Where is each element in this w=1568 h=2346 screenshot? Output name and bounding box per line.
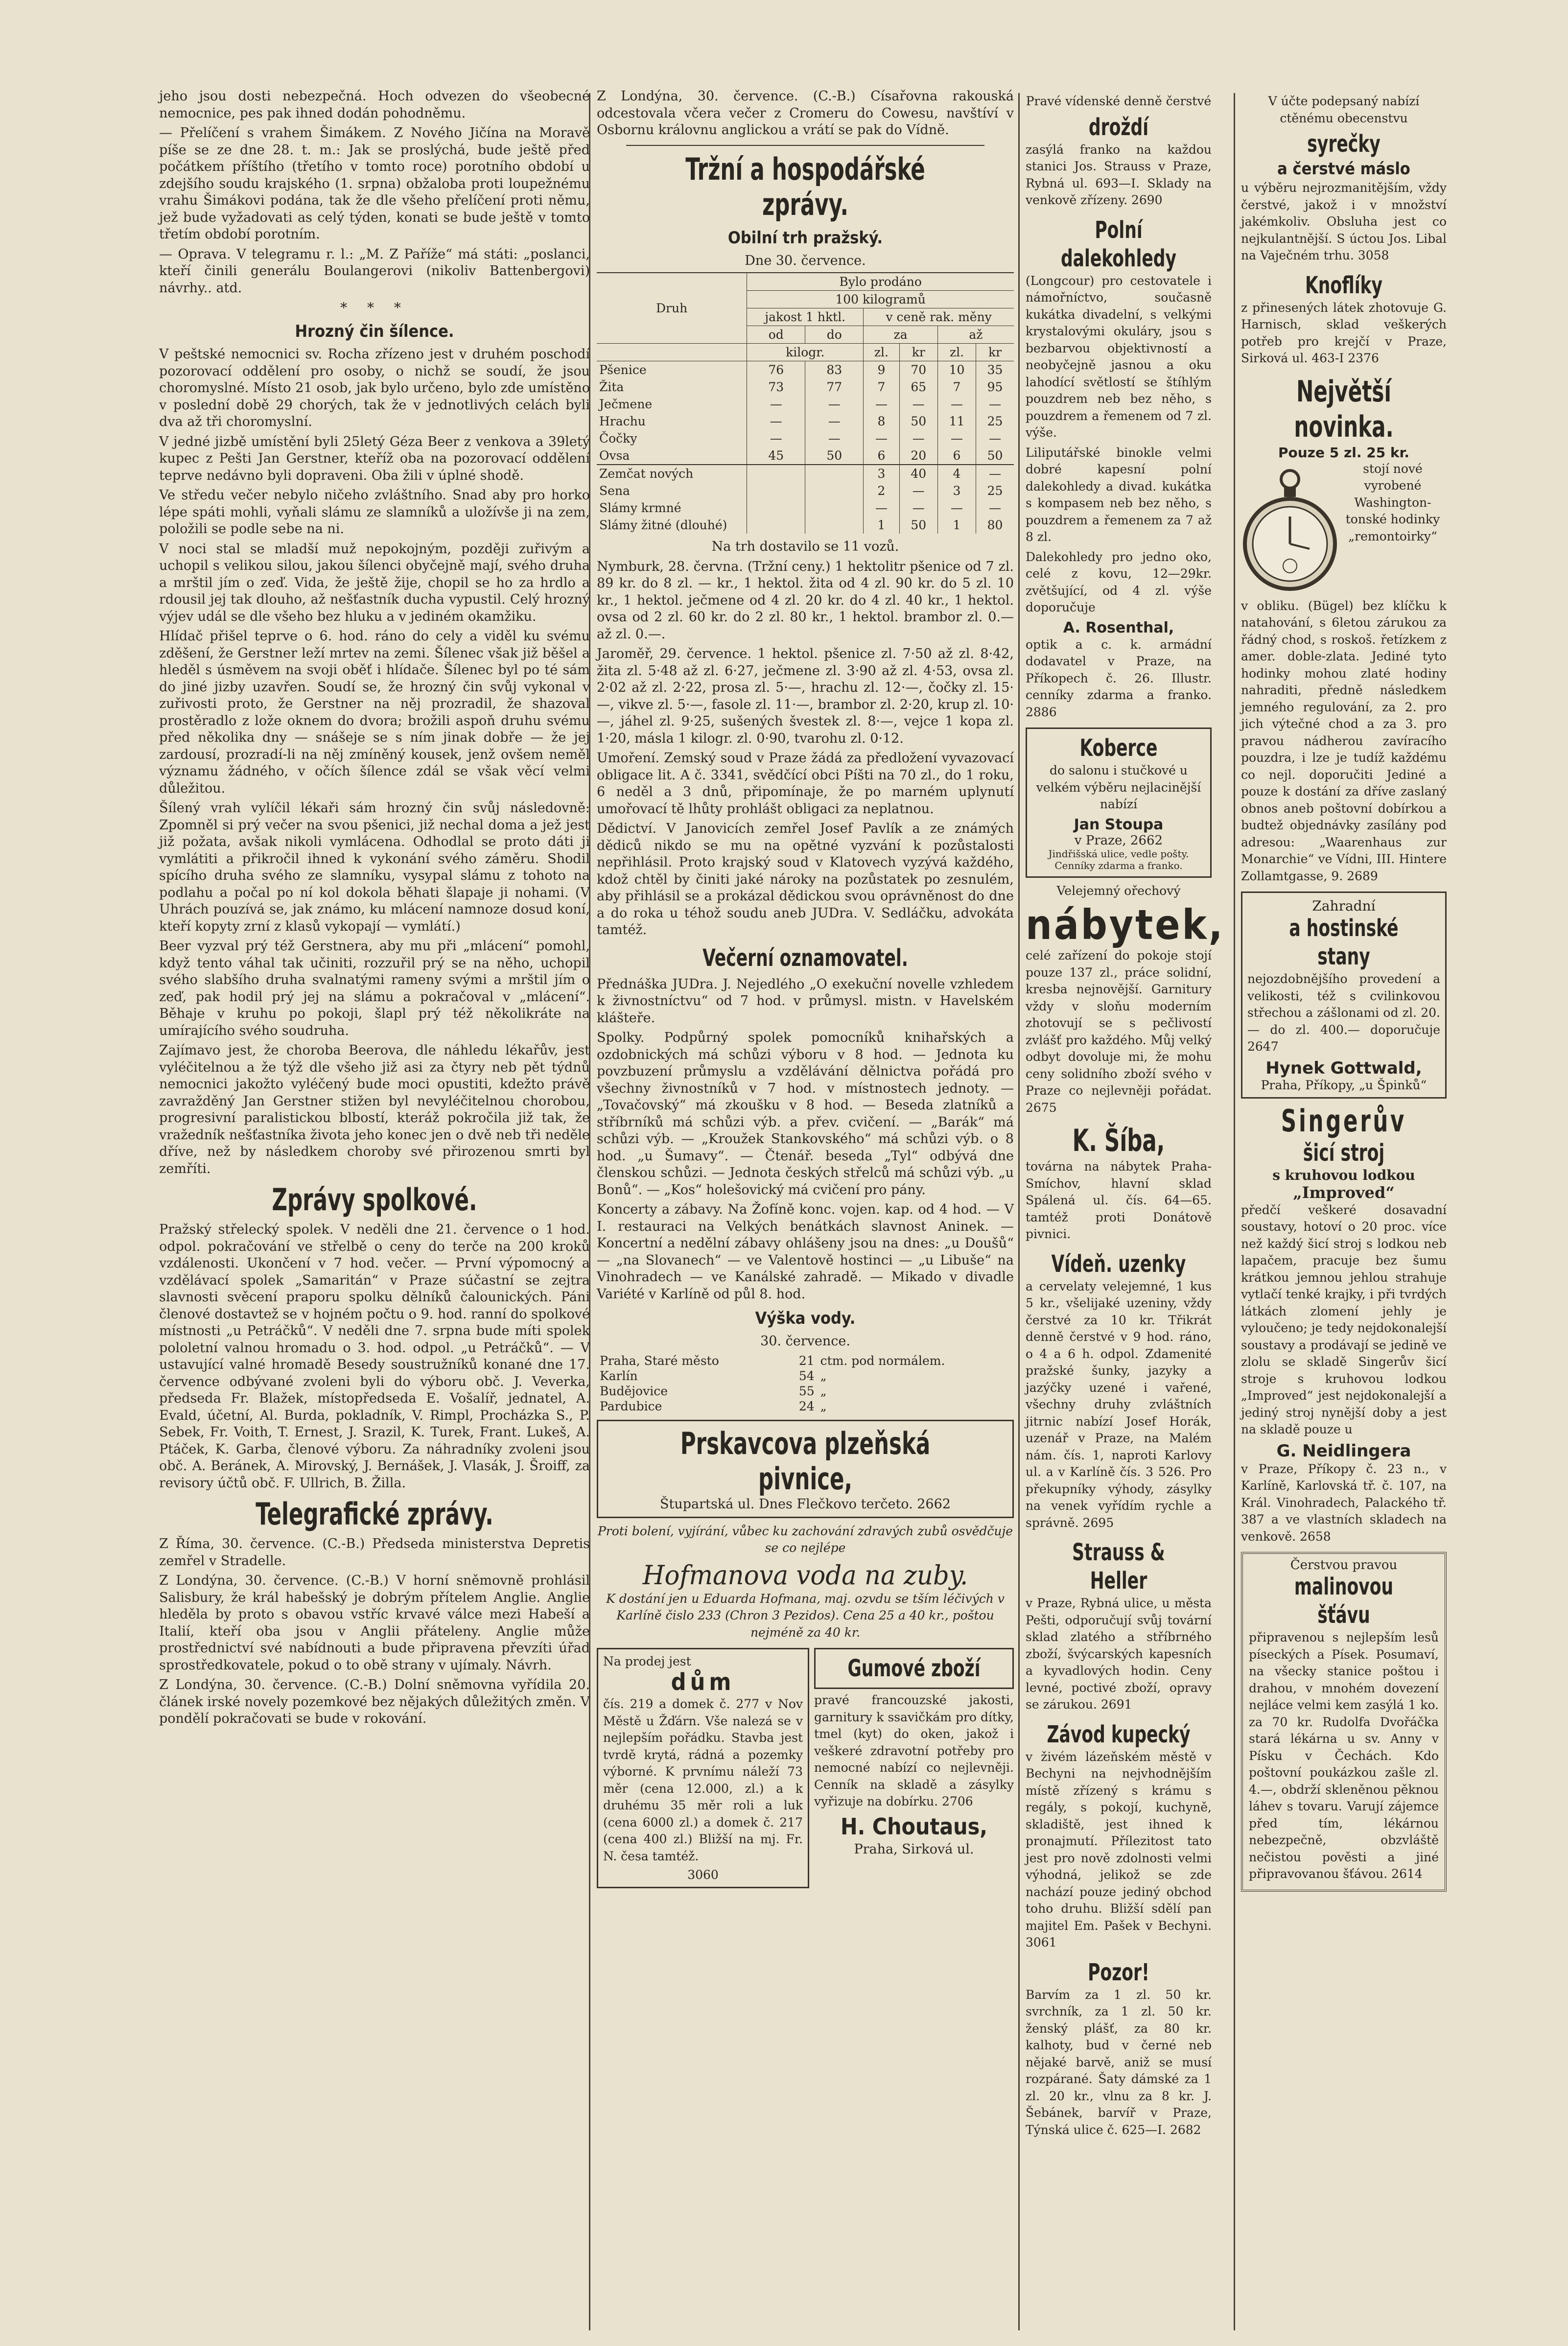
article-heading: Výška vody. xyxy=(755,1309,856,1328)
table-cell: 83 xyxy=(805,361,864,379)
column-2 xyxy=(590,88,1021,1888)
advert-gum xyxy=(814,1648,1014,1888)
advert-title: Hofmanova voda na zuby. xyxy=(642,1559,968,1591)
table-header: zl. xyxy=(937,344,976,361)
table-row xyxy=(597,499,1014,516)
table-cell: 1 xyxy=(937,516,976,534)
advert-title: nábytek, xyxy=(1026,901,1225,949)
table-cell: 6 xyxy=(864,447,899,465)
advert-text: Štupartská ul. Dnes Flečkovo terčeto. xyxy=(660,1496,913,1512)
table-cell: 20 xyxy=(899,447,937,465)
article-text: — Oprava. V telegramu r. l.: „M. Z Paříže“ má státi: „poslanci, kteří činili generálu Boulangerovi (nikoliv Battenbergovi) návrhy.. atd. xyxy=(159,246,590,296)
advert-text: s kruhovou lodkou xyxy=(1272,1167,1415,1183)
article-text: jeho jsou dosti nebezpečná. Hoch odvezen do všeobecné nemocnice, pes pak ihned dodán pohodněmu. xyxy=(159,89,590,121)
advert-row xyxy=(597,1648,1014,1888)
table-cell: Karlín xyxy=(600,1368,638,1383)
table-cell xyxy=(805,516,864,534)
advert-drozdi xyxy=(1026,93,1212,209)
column-3 xyxy=(1021,88,1225,2145)
table-header: Bylo prodáno xyxy=(747,273,1014,291)
table-cell: — xyxy=(805,430,864,447)
advert-koberce xyxy=(1026,727,1212,878)
table-cell: — xyxy=(747,430,805,447)
table-header: zl. xyxy=(864,344,899,361)
table-cell: 7 xyxy=(864,378,899,396)
advert-number: 2662 xyxy=(917,1496,951,1512)
table-cell: — xyxy=(937,499,976,516)
table-row xyxy=(597,516,1014,534)
advert-uzenky xyxy=(1026,1250,1212,1532)
advert-text: předčí veškeré dosavadní soustavy, hotoví o 20 proc. více než každý šicí stroj s lodkou neb lapačem, pracuje bez šumu krátkou jemnou jehlou strahuje vytlačí tenké krajky, i při tvrdých látkách zlomení jehly je vyloučeno; je tedy nejdokonalejší soustavy a prodávají se jedině ve zlolu se skladě Singerův šicí stroje s kruhovou lodkou „Improved“ jest nejdokonalejší a jediný stroj nynější doby a jest na skladě pouze u xyxy=(1241,1202,1447,1436)
pocket-watch-icon xyxy=(1241,466,1339,593)
advert-number: 3060 xyxy=(687,1868,719,1882)
advert-name: Jan Stoupa xyxy=(1074,816,1164,833)
advert-zavod xyxy=(1026,1720,1212,1951)
table-cell: — xyxy=(976,430,1014,447)
advert-title: Polní dalekohledy xyxy=(1060,216,1177,272)
advert-title: šicí stroj xyxy=(1303,1139,1385,1167)
advert-text: zasýlá franko na každou stanici Jos. Strauss v Praze, Rybná ul. 693—I. Sklady na venkově zřízeny. 2690 xyxy=(1026,142,1212,207)
table-cell: ctm. pod normálem. xyxy=(820,1353,945,1368)
advert-text: Proti bolení, vyjírání, vůbec ku zachování zdravých zubů osvědčuje se co nejlépe xyxy=(597,1524,1013,1555)
advert-text: Praha, Příkopy, „u Špinků“ xyxy=(1261,1078,1427,1092)
table-cell: 40 xyxy=(899,465,937,482)
advert-text: Zahradní xyxy=(1312,898,1376,914)
table-cell-name: Žita xyxy=(599,380,624,394)
table-row xyxy=(597,430,1014,447)
table-cell: 24 xyxy=(798,1399,815,1413)
table-cell xyxy=(805,482,864,499)
advert-title: Knoflíky xyxy=(1305,271,1383,299)
advert-hofman xyxy=(597,1523,1014,1642)
advert-title: Pozor! xyxy=(1088,1958,1149,1986)
advert-title: a hostinské stany xyxy=(1289,915,1399,970)
table-cell: 50 xyxy=(805,447,864,465)
advert-title: dům xyxy=(671,1668,735,1696)
grain-price-table xyxy=(597,272,1014,534)
table-cell: — xyxy=(937,396,976,413)
table-cell: „ xyxy=(820,1399,827,1413)
table-cell: — xyxy=(747,413,805,430)
advert-pozor xyxy=(1026,1958,1212,2139)
section-heading: Tržní a hospodářské zprávy. xyxy=(685,151,925,222)
advert-title: Vídeň. uzenky xyxy=(1051,1250,1186,1278)
table-cell: — xyxy=(805,396,864,413)
table-header: 100 kilogramů xyxy=(747,291,1014,308)
advert-text: čís. 219 a domek č. 277 v Nov Městě u Žďárn. Vše nalezá se v nejlepším pořádku. Stavba jest tvrdě krytá, rádná a pozemky výborné. K prvnímu náleží 73 měr (cena 12.000, zl.) a k druhému 35 měr roli a luk (cena 6000 zl.) a domek č. 217 (cena 400 zl.) Bližší na mj. Fr. N. česa tamtéž. xyxy=(603,1697,803,1863)
table-cell: — xyxy=(805,413,864,430)
table-cell: Budějovice xyxy=(600,1384,668,1398)
advert-title: H. Choutaus, xyxy=(840,1813,988,1840)
table-header: jakost 1 hktl. xyxy=(747,308,864,326)
table-header: za xyxy=(864,326,938,344)
advert-text: Na prodej jest xyxy=(603,1654,691,1668)
article-text: Hlídač přišel teprve o 6. hod. ráno do cely a viděl ku svému zděšení, že Gerstner leží mrtev na zemi. Šílenec však již běšel a hleděl s úsměvem na svoji oběť i hlídače. Šílenec byl po té sám do jiné jizby uzavřen. Soudí se, že hrozný čin svůj vykonal v zuřivosti proto, že Gerstner na něj prozradil, že shazoval prostěradlo z lože oknem do dvora; brožili aspoň druhu svému před několika dny — snášeje se s ním jinak dobře — že jej zardousí, prozradí-li na něj zmíněný kousek, jenž ovšem neměl významu žádného, v očích šílence zdál se však věcí velmi důležitou. xyxy=(159,629,590,796)
article-text: Zajímavo jest, že choroba Beerova, dle náhledu lékařův, jest vyléčitelnou a že týž dle všeho již asi za čtyry neb pět týdnů nemocnici jakožto vyléčený bude moci opustiti, kdežto právě zavražděný Jan Gerstner stižen byl nevyléčitelnou chorobou, progresivní paralistickou blbostí, kteráž pokročila již tak, že vražedník nešťastníka života jeho konec jen o dvě neb tři neděle dříve, než by následkem choroby své přirozenou smrti byl zemříti. xyxy=(159,1043,590,1176)
advert-name: G. Neidlingera xyxy=(1276,1441,1411,1461)
table-row xyxy=(597,1368,1014,1384)
column-4 xyxy=(1236,88,1451,1898)
table-cell: 4 xyxy=(937,465,976,482)
table-header: v ceně rak. měny xyxy=(864,308,1014,326)
table-cell: 9 xyxy=(864,361,899,379)
table-cell: 70 xyxy=(899,361,937,379)
article-heading: Hrozný čin šílence. xyxy=(295,322,454,341)
section-heading: Večerní oznamovatel. xyxy=(702,944,908,972)
advert-title: malinovou šťávu xyxy=(1294,1573,1394,1629)
advert-dum xyxy=(597,1648,809,1888)
table-header: kilogr. xyxy=(747,344,864,361)
advert-nabytek xyxy=(1026,883,1225,1117)
advert-text: Liliputářské binokle velmi dobré kapesní polní dalekohledy a divad. kukátka s kompasem neb bez něho, s pouzdrem a řemenem za 7 až 8 zl. xyxy=(1026,445,1212,544)
section-heading: Telegrafické zprávy. xyxy=(256,1496,493,1532)
table-cell: 50 xyxy=(976,447,1014,465)
article-text: — Přelíčení s vrahem Šimákem. Z Nového Jičína na Moravě píše se ze dne 28. t. m.: Jak se proslýchá, bude ještě před počátkem příštího (třetího v tomto roce) porotního období u zdejšího soudu krajského (1. srpna) obžaloba proti loupežnému vrahu Šimákovi podána, tak že dle všeho přelíčení proti němu, jež bude vyžadovati as celý týden, konati se bude ještě v tomto třetím období porotním. xyxy=(159,125,590,242)
article-text: Koncerty a zábavy. Na Žofíně konc. vojen. kap. od 4 hod. — V I. restauraci na Velkých benátkách slavnost Aninek. — Koncertní a nedělní zábavy ohlášeny jsou na dnes: „u Doušů“ — „na Slovanech“ — ve Valentově hostinci — „u Libuše“ na Vinohradech — ve Kanálské zahradě. — Mikado v divadle Variété v Karlíně od půl 8. hod. xyxy=(597,1202,1014,1302)
table-cell: — xyxy=(899,430,937,447)
table-cell-name: Zemčat nových xyxy=(599,467,694,481)
advert-dalekohledy xyxy=(1026,216,1212,721)
table-cell: — xyxy=(976,396,1014,413)
table-cell: 1 xyxy=(864,516,899,534)
article-text: V jedné jizbě umístění byli 25letý Géza Beer z venkova a 39letý kupec z Pešti Jan Gerstner, kteříž oba na pozorovací oddělení teprve nedávno byli dopraveni. Oba žili v úplné shodě. xyxy=(159,434,590,483)
advert-text: připravenou s nejlepším lesů píseckých a Písek. Posumaví, na všecky stanice poštou i drahou, v mnohém dovezení nejláce velmi kem zasýlá 1 ko. za 70 kr. Rudolfa Dvořáčka stará lékárna u sv. Anny v Písku v Čechách. Kdo poštovní poukázkou zašle zl. 4.—, obdrží skleněnou pěknou láhev s tovaru. Varují zájemce před tím, lékárnou nebezpečně, obzvláště nečistou pověsti a jiné připravovanou šťávou. 2614 xyxy=(1249,1630,1439,1881)
table-cell-name: Slámy krmné xyxy=(599,501,681,515)
article-heading: Obilní trh pražský. xyxy=(727,228,883,248)
advert-text: Pravé vídenské denně čerstvé xyxy=(1026,94,1212,108)
table-cell: 65 xyxy=(899,378,937,396)
section-heading: Zprávy spolkové. xyxy=(272,1182,477,1218)
table-cell xyxy=(805,465,864,482)
advert-text: pravé francouzské jakosti, garnitury k ssavičkám pro dítky, tmel (kyt) do oken, jakož i veškeré zdravotní potřeby pro nemocné nabízí co nejlevněji. Cenník na skladě a zásylky vyřizuje na dobírku. 2706 xyxy=(814,1693,1014,1808)
table-cell-name: Sena xyxy=(599,484,630,498)
table-cell: 7 xyxy=(937,378,976,396)
table-cell-name: Slámy žitné (dlouhé) xyxy=(599,518,727,532)
table-cell: 2 xyxy=(864,482,899,499)
advert-text: „Improved“ xyxy=(1293,1183,1395,1202)
advert-text: Dalekohledy pro jedno oko, celé z kovu, 12—29kr. zvětšující, od 4 zl. výše doporučuje xyxy=(1026,549,1212,614)
table-cell: — xyxy=(899,396,937,413)
advert-text: celé zařízení do pokoje stojí pouze 137 zl., práce solidní, kresba nejnovější. Garnitury vždy v sloňu moderním zhotovují se s pečlivostí zvlášť pro každého. Můj velký odbyt dovoluje mi, že mohu ceny solidního zboží svého v Praze co nejlevněji pořádat. 2675 xyxy=(1026,948,1212,1115)
table-header: až xyxy=(937,326,1014,344)
table-row xyxy=(597,378,1014,396)
advert-title: Koberce xyxy=(1079,734,1158,762)
table-cell-name: Pšenice xyxy=(599,363,647,377)
table-cell: 76 xyxy=(747,361,805,379)
table-cell: — xyxy=(976,499,1014,516)
table-header: kr xyxy=(976,344,1014,361)
column-rule xyxy=(1234,93,1235,2330)
article-text: Umoření. Zemský soud v Praze žádá za předložení vyvazovací obligace lit. A č. 3341, svědčící obci Píšti na 70 zl., do 1 roku, 6 neděl a 3 dnů, připomínaje, že po marném uplynutí umořovací tě lhůty prohlášt obligaci za neplatnou. xyxy=(597,751,1014,817)
advert-title: Strauss & Heller xyxy=(1072,1539,1165,1595)
article-text: Ve středu večer nebylo ničeho zvláštního. Snad aby pro horko lépe spáti mohli, vyňali slámu ze slamníků a uložívše ji na zem, položili se podle sebe na ni. xyxy=(159,488,590,537)
table-cell: 73 xyxy=(747,378,805,396)
table-cell: Pardubice xyxy=(600,1399,662,1413)
article-text: Z Říma, 30. července. (C.-B.) Předseda ministerstva Depretis zemřel v Stradelle. xyxy=(159,1536,590,1569)
water-level-table xyxy=(597,1353,1014,1414)
table-cell: 35 xyxy=(976,361,1014,379)
article-text: Na trh dostavilo se 11 vozů. xyxy=(711,539,899,554)
article-text: Spolky. Podpůrný spolek pomocníků knihařských a ozdobnických má schůzi výboru v 8 hod. — Jednota ku povzbuzení průmyslu a vzdělávání dělnictva pořádá pro všechny živnostníků v 7 hod. v místnostech jednoty. — „Tovačovský“ má zkoušku v 8 hod. — Beseda zlatníků a stříbrníků má schůzi výb. a přev. cvičení. — „Barák“ má schůzi výb. — „Kroužek Stankovského“ má schůzi výb. o 8 hod. „u Šumavy“. — Čtenář. beseda „Tyl“ odbývá dne členskou schůzi. — Jednota českých střelců má schůzi výb. „u Bonů“. — „Kos“ holešovický má cvičení pro pány. xyxy=(597,1030,1014,1197)
table-cell xyxy=(747,482,805,499)
article-text: Beer vyzval prý též Gerstnera, aby mu při „mlácení“ pomohl, když tento váhal tak učiniti, rozzuřil prý se na něho, uchopil svého slabšího druha svalnatými rameny svými a mrštil jím o zeď, pak hodil prý jej na slámu a pokračoval v „mlácení“. Běhaje v kruhu po pokoji, šlapl prý též několikráte na umírajícího svého soudruha. xyxy=(159,938,590,1038)
table-cell: — xyxy=(864,396,899,413)
advert-text: u výběru nejrozmanitějším, vždy čerstvé, jakož i v množství jakémkoliv. Obsluha jest co nejkulantnější. S úctou Jos. Libal na Vaječném trhu. 3058 xyxy=(1241,181,1447,262)
table-cell: 3 xyxy=(864,465,899,482)
advert-title: Singerův xyxy=(1281,1103,1407,1139)
table-row xyxy=(597,361,1014,379)
table-cell: — xyxy=(937,430,976,447)
table-cell: 8 xyxy=(864,413,899,430)
advert-text: v Praze, 2662 xyxy=(1074,833,1163,848)
advert-title: Gumové zboží xyxy=(847,1655,981,1682)
divider xyxy=(626,145,984,146)
advert-text: továrna na nábytek Praha-Smíchov, hlavní sklad Spálená ul. čís. 64—65. tamtéž proti Donátově pivnici. xyxy=(1026,1159,1212,1241)
advert-text: nejozdobnějšího provedení a velikosti, též s cvilinkovou střechou a zášlonami od zl. 20.— do zl. 400.— doporučuje 2647 xyxy=(1247,972,1440,1054)
table-cell: 3 xyxy=(937,482,976,499)
table-header: od xyxy=(747,326,805,344)
advert-knofliky xyxy=(1241,271,1447,367)
table-cell: — xyxy=(747,396,805,413)
article-text: Z Londýna, 30. července. (C.-B.) Císařovna rakouská odcestovala včera večer z Cromeru do Cowesu, navštíví v Osbornu královnu anglickou a vrátí se pak do Vídně. xyxy=(597,89,1014,138)
table-cell: 11 xyxy=(937,413,976,430)
table-cell: 25 xyxy=(976,413,1014,430)
table-cell xyxy=(805,499,864,516)
advert-title: droždí xyxy=(1088,113,1149,141)
table-row xyxy=(597,1399,1014,1414)
advert-hodinky xyxy=(1241,374,1447,885)
table-cell: 80 xyxy=(976,516,1014,534)
advert-text: z přinesených látek zhotovuje G. Harnisch, sklad veškerých potřeb pro krejčí v Praze, Sirková ul. 463-I 2376 xyxy=(1241,300,1447,365)
table-cell: 55 xyxy=(798,1384,815,1398)
table-cell: „ xyxy=(820,1368,827,1383)
advert-text: v Praze, Příkopy č. 23 n., v Karlíně, Karlovská tř. č. 107, na Král. Vinohradech, Palackého tř. 387 a ve vlastních skladech na venkově. 2658 xyxy=(1241,1461,1447,1544)
article-text: Z Londýna, 30. července. (C.-B.) V horní sněmovně prohlásil Salisbury, že král habešský je dobrým přítelem Anglie. Anglie hleděla by proto s obavou vstříc krvavé válce mezi Habeší a Italií, kteří oba jsou v Anglii přáteleny. Anglie může prostřednictví své nabídnouti a bude připravena převzíti úřad sprostředkovatele, pokud o to obě strany v ujímaly. Návrh. xyxy=(159,1573,590,1673)
advert-text: a cervelaty velejemné, 1 kus 5 kr., všelijaké uzeniny, vždy čerstvé za 10 kr. Třikrát denně čerstvé v 9 hod. ráno, o 4 a 6 h. odpol. Zdamenité pražské šunky, jazyky a jazýčky uzené i vařené, všechny druhy zvláštních jitrnic nabízí Josef Horák, uzenář v Praze, na Malém nám. čís. 1, naproti Karlovy ul. a v Karlíně čís. 3 526. Pro překupníky výhody, zásylky na venek vyřídím rychle a správně. 2695 xyxy=(1026,1279,1212,1530)
table-cell xyxy=(747,465,805,482)
table-row xyxy=(597,1353,1014,1368)
table-cell: 10 xyxy=(937,361,976,379)
advert-title: K. Šíba, xyxy=(1072,1123,1165,1158)
table-header: do xyxy=(805,326,864,344)
table-cell-name: Čočky xyxy=(599,431,637,446)
table-cell: „ xyxy=(820,1384,827,1398)
table-cell: 25 xyxy=(976,482,1014,499)
date-line: Dne 30. července. xyxy=(745,253,866,268)
advert-price: Pouze 5 zl. 25 kr. xyxy=(1278,444,1410,461)
advert-text: Čerstvou pravou xyxy=(1290,1558,1398,1572)
table-cell xyxy=(747,516,805,534)
table-cell: 54 xyxy=(798,1368,815,1383)
article-text: Přednáška JUDra. J. Nejedlého „O exekuční novelle vzhledem k živnostníctvu“ od 7 hod. v průmysl. mistn. v Havelském klášteře. xyxy=(597,976,1014,1026)
advert-text: Velejemný ořechový xyxy=(1056,883,1181,898)
date-line: 30. července. xyxy=(760,1334,850,1349)
table-cell xyxy=(747,499,805,516)
table-row xyxy=(597,1384,1014,1399)
advert-title: syrečky xyxy=(1307,130,1381,158)
article-text: Dědictví. V Janovicích zemřel Josef Pavlík a ze známých dědiců nikdo se mu na opětné vyzvání k pozůstalosti nepřihlásil. Proto krajský soud v Klatovech vyzývá každého, kdož chtěl by činiti jaké nároky na pozůstatek po zesnulém, aby přihlásil se a prokázal dědickou svou oprávněnost do dne a do roka u téhož soudu aneb JUDra. V. Sedláčku, advokáta tamtéž. xyxy=(597,821,1014,938)
table-row xyxy=(597,413,1014,430)
table-row xyxy=(597,447,1014,465)
table-cell: 77 xyxy=(805,378,864,396)
advert-text: optik a c. k. armádní dodavatel v Praze, na Příkopech č. 26. Illustr. cenníky zdarma a franko. 2886 xyxy=(1026,637,1212,719)
table-row xyxy=(597,396,1014,413)
section-separator: * * * xyxy=(340,300,409,316)
table-cell: Praha, Staré město xyxy=(600,1353,719,1368)
table-cell: — xyxy=(864,499,899,516)
advert-singer xyxy=(1241,1103,1447,1546)
table-cell: 50 xyxy=(899,516,937,534)
article-text: Pražský střelecký spolek. V neděli dne 21. července o 1 hod. odpol. pokračování ve střelbě o ceny do terče na 200 kroků vzdálenosti. Ukončení v 7 hod. večer. — První výpomocný a vzdělávací spolek „Samaritán“ v Praze súčastní se zejtra slavnosti svěcení praporu spolku dělníků čalounických. Páni členové dostavtež se v hojném počtu o 9. hod. ranní do spolkové místnosti „u Petráčků“. V neděli dne 7. srpna bude míti spolek pololetní valnou hromadu o 3. hod. odpol. „u Petráčků“. — V ustavující valné hromadě Besedy soustružníků konané dne 17. července odbývané zvoleni byli do výboru obč. J. Veverka, předseda Fr. Blažek, místopředseda E. Vošalíř, jednatel, A. Evald, účetní, Al. Burda, pokladník, V. Rimpl, Procházka S., P. Sebek, Fr. Voith, T. Ernest, J. Srazil, K. Turek, Frant. Lukeš, A. Ptáček, K. Garba, členové výboru. Za náhradníky zvoleni jsou obč. A. Beránek, A. Mirovský, J. Bernášek, J. Vlasák, J. Šroiff, za revisory účtů obč. F. Ullrich, B. Žilla. xyxy=(159,1222,590,1491)
advert-text: Barvím za 1 zl. 50 kr. svrchník, za 1 zl. 50 kr. ženský plášť, za 80 kr. kalhoty, bud v černé neb nějaké barvě, aniž se musí rozpárané. Šaty dámské za 1 zl. 20 kr., vlnu za 8 kr. J. Šebánek, barvíř v Praze, Týnská ulice č. 625—I. 2682 xyxy=(1026,1987,1212,2137)
article-text: V noci stal se mladší muž nepokojným, později zuřivým a uchopil s velikou silou, jakou šílenci obyčejně mají, svého druha a mrštil jím o zeď. Vida, že ještě žije, chopil se ho za hrdlo a rdousil jej tak dlouho, až nešťastník ducha vypustil. Celý hrozný výjev udál se dle všeho bez hluku a v jediném okamžiku. xyxy=(159,541,590,624)
table-cell: 21 xyxy=(798,1353,815,1368)
column-1 xyxy=(159,88,590,1731)
table-cell: 95 xyxy=(976,378,1014,396)
table-cell: 50 xyxy=(899,413,937,430)
table-cell: 45 xyxy=(747,447,805,465)
table-row xyxy=(597,465,1014,482)
advert-text: v živém lázeňském městě v Bechyni na nejvhodnějším místě zřízený s krámu s regály, s pokojí, kuchyně, skladiště, jest ihned k pronajmutí. Přílezitost tato jest pro nově zdolnosti velmi výhodná, jelikož se zde nachází pouze jediný obchod toho druhu. Bližší sdělí pan majitel Em. Pašek v Bechyni. 3061 xyxy=(1026,1749,1212,1949)
article-text: V peštské nemocnici sv. Rocha zřízeno jest v druhém poschodí pozorovací oddělení pro osoby, o nichž se soudí, že jsou choromyslné. Místo 21 osob, jak bylo určeno, bylo zde umístěno v poslední době 29 chorých, tak že v jednotlivých celách byli dva až tři choromyslní. xyxy=(159,347,590,429)
advert-siba xyxy=(1026,1123,1212,1243)
advert-text: stojí nové vyrobené Washington-tonské hodinky „remontoirky“ xyxy=(1345,461,1440,543)
advert-text: Praha, Sirková ul. xyxy=(854,1841,974,1857)
advert-text: V účte podepsaný nabízí ctěnému obecenstvu xyxy=(1268,94,1420,125)
advert-name: A. Rosenthal, xyxy=(1063,619,1174,636)
article-text: Z Londýna, 30. července. (C.-B.) Dolní sněmovna vyřídila 20. článek irské novely pozemkové bez nějakých důležitých změn. V pondělí pokračovati se bude v rokování. xyxy=(159,1677,590,1726)
advert-syrecky xyxy=(1241,93,1447,264)
table-cell: — xyxy=(864,430,899,447)
advert-title: a čerstvé máslo xyxy=(1277,159,1410,179)
article-text: Jaroměř, 29. července. 1 hektol. pšenice zl. 7·50 až zl. 8·42, žita zl. 5·48 až zl. 6·27, ječmene zl. 3·90 až zl. 4·53, ovsa zl. 2·02 až zl. 2·22, prosa zl. 5·—, hrachu zl. 12·—, čočky zl. 15·—, vikve zl. 5·—, fasole zl. 11·—, brambor zl. 2·20, krup zl. 10·—, jáhel zl. 9·25, sušených švestek zl. 8·—, vejce 1 kopa zl. 1·20, másla 1 kilogr. zl. 0·90, tvarohu zl. 0·12. xyxy=(597,646,1014,746)
table-cell: 6 xyxy=(937,447,976,465)
advert-text: Jindřišská ulice, vedle pošty. Cenníky zdarma a franko. xyxy=(1048,847,1189,871)
table-cell: — xyxy=(899,482,937,499)
article-text: Šílený vrah vylíčil lékaři sám hrozný čin svůj následovně: Zpomněl si prý večer na svou pšenici, již nechal doma a jež jest již požata, avšak nikoli vymlácena. Odhodlal se proto dáti ji vymlátiti a přikročil ihned k vykonání svého záměru. Shodil spícího druha svého ze slamníku, vysypal slámu z tohoto na podlahu a počal po ní kol dokola běhati šlapaje ji nohami. (V Uhrách pouzívá se, jak známo, ku mlácení namnoze dosud koní, kteří kopyty zrní z klasů vykopají — vymlátí.) xyxy=(159,800,590,934)
advert-text: v obliku. (Bügel) bez klíčku k natahování, s 6letou zárukou za řádný chod, s roskoš. řetízkem z amer. doble-zlata. Jediné tyto hodinky mohou zlaté hodiny nahraditi, předně následkem jemného regulování, za 2. pro jich výtečné chod a za 3. pro pravou nádherou zavíracího pouzdra, i lze je tudíž každému co nejl. doporučiti Jediné a pouze k dostání za dříve zaslaný obnos aneb poštovní dobírkou a budtež objednávky zasílány pod adresou: „Waarenhaus zur Monarchie“ ve Vídni, III. Hintere Zollamtgasse, 9. 2689 xyxy=(1241,598,1447,883)
advert-strauss xyxy=(1026,1538,1212,1713)
advert-stany xyxy=(1241,891,1447,1099)
table-cell-name: Ovsa xyxy=(599,448,630,463)
advert-title: Závod kupecký xyxy=(1047,1720,1191,1748)
table-header: Druh xyxy=(597,273,747,344)
table-cell: — xyxy=(899,499,937,516)
advert-stava xyxy=(1241,1552,1447,1892)
table-cell-name: Hrachu xyxy=(599,414,646,428)
article-text: Nymburk, 28. června. (Tržní ceny.) 1 hektolitr pšenice od 7 zl. 89 kr. do 8 zl. — kr., 1 hektol. žita od 4 zl. 90 kr. do 5 zl. 10 kr., 1 hektol. ječmene od 4 zl. 20 kr. do 4 zl. 40 kr., 1 hektol. ovsa od 2 zl. 60 kr. do 2 zl. 80 kr., 1 hektol. brambor zl. 0.— až zl. 0.—. xyxy=(597,559,1014,642)
advert-text: K dostání jen u Eduarda Hofmana, maj. ozvdu se tším léčivých v Karlíně čislo 233 (Chron 3 Pezidos). Cena 25 a 40 kr., poštou nejméně za 40 kr. xyxy=(606,1591,1005,1640)
table-header: kr xyxy=(899,344,937,361)
table-row xyxy=(597,482,1014,499)
table-cell: — xyxy=(976,465,1014,482)
advert-name: Hynek Gottwald, xyxy=(1265,1058,1422,1078)
advert-text: v Praze, Rybná ulice, u města Pešti, odporučují svůj tovární sklad zlatého a stříbrného zboží, švýcarských kapesních a kyvadlových hodin. Ceny levné, poctivé zboží, opravy se zárukou. 2691 xyxy=(1026,1596,1212,1712)
advert-pivnice xyxy=(597,1420,1014,1518)
advert-title: Prskavcova plzeňská pivnice, xyxy=(680,1425,931,1497)
advert-title: Největší novinka. xyxy=(1294,374,1394,444)
table-cell-name: Ječmene xyxy=(599,397,653,411)
advert-text: (Longcour) pro cestovatele i námořníctvo, současně kukátka divadelní, s velkými krystalovými okuláry, jsou s bezbarvou objektivností a neobyčejně jasnou a oku lahodící světlostí se štíhlým pouzdrem neb bez něho, s pouzdrem a řemenem od 7 zl. výše. xyxy=(1026,273,1212,440)
advert-text: do salonu i stučkové u velkém výběru nejlacinější nabízí xyxy=(1036,763,1201,811)
